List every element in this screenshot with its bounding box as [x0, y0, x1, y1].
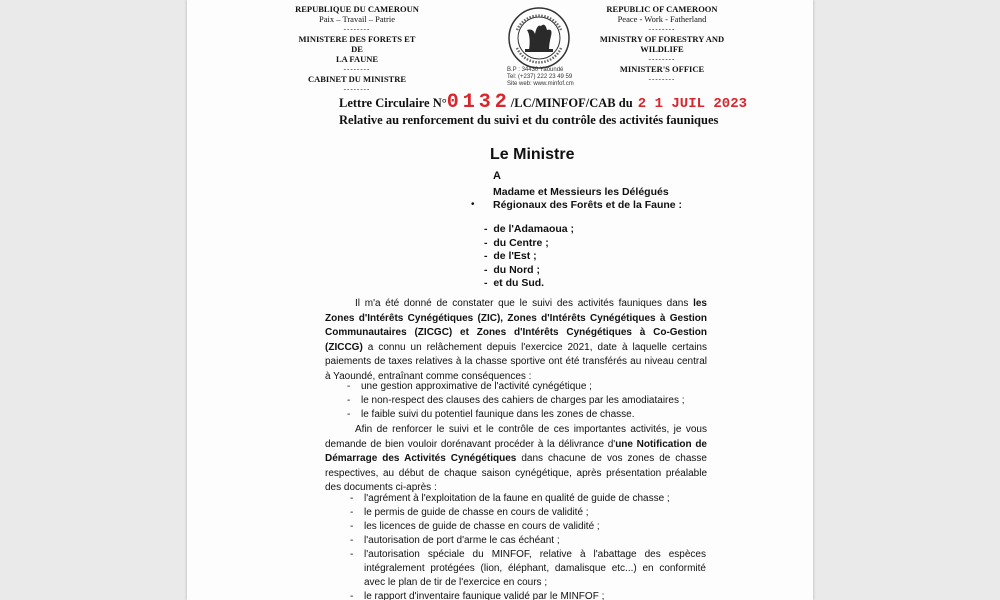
header-right-ministry-line1: MINISTRY OF FORESTRY AND [599, 34, 725, 44]
list-item: - le faible suivi du potentiel faunique dans les zones de chasse. [347, 409, 635, 420]
ministry-emblem-icon [507, 6, 571, 70]
document-page [187, 0, 813, 600]
regions-list [484, 223, 574, 291]
region-item: - et du Sud. [484, 277, 545, 289]
header-right-separator: -------- [648, 25, 676, 33]
header-right-country: REPUBLIC OF CAMEROON [606, 4, 718, 14]
list-item: - le permis de guide de chasse en cours de validité ; [350, 507, 589, 518]
list-item: - une gestion approximative de l'activité cynégétique ; [347, 381, 592, 392]
recipient-line-1: Madame et Messieurs les Délégués [493, 186, 669, 198]
region-item: - du Centre ; [484, 236, 549, 249]
recipient-bullet: • [471, 199, 475, 210]
region-item: - de l'Adamaoua ; [484, 223, 575, 235]
list-item: - l'agrément à l'exploitation de la faune en qualité de guide de chasse ; [350, 493, 670, 504]
region-item: - de l'Est ; [484, 250, 537, 262]
consequences-list [347, 380, 717, 422]
reference-line [339, 91, 747, 114]
header-left-ministry-line2: LA FAUNE [335, 54, 379, 64]
reference-number-stamp: 0132 [446, 91, 511, 114]
paragraph-2: Afin de renforcer le suivi et le contrôle de ces importantes activités, je vous demande de bien vouloir dorénavant procéder à la délivrance d'une Notification de Démarrage des Activités Cynégétiques dans chacune de vos zones de chasse respectives, au début de chaque saison cynégétique, après présentation préalable des documents ci-après : [325, 424, 707, 493]
header-left [292, 4, 422, 94]
paragraph-1: Il m'a été donné de constater que le suivi des activités fauniques dans les Zones d'Intérêts Cynégétiques (ZIC), Zones d'Intérêts Cynégétiques à Gestion Communautaires (ZICGC) et Zones d'Intérêts Cynégétiques à Co-Gestion (ZICCG) a connu un relâchement depuis l'exercice 2021, date à laquelle certains paiements de taxes relatives à la chasse sportive ont été transférés au niveau central à Yaoundé, entraînant comme conséquences : [325, 298, 707, 382]
sender-title: Le Ministre [490, 146, 575, 163]
list-item: - l'autorisation de port d'arme le cas échéant ; [350, 535, 560, 546]
contact-bp: B.P : 34430 Yaoundé [507, 67, 564, 73]
list-item: - le non-respect des clauses des cahiers de charges par les amodiataires ; [347, 395, 685, 406]
header-left-country: REPUBLIQUE DU CAMEROUN [295, 4, 419, 14]
to-label: A [493, 170, 501, 182]
header-right-office: MINISTER'S OFFICE [619, 64, 705, 74]
list-item: - les licences de guide de chasse en cours de validité ; [350, 521, 600, 532]
list-item: - le rapport d'inventaire faunique validé par le MINFOF ; [350, 591, 605, 600]
paragraph-2-notification: une Notification de Démarrage des Activités Cynégétiques [325, 438, 707, 464]
contact-info [507, 67, 574, 88]
header-left-motto: Paix – Travail – Patrie [318, 14, 396, 24]
reference-date-stamp: 2 1 JUIL 2023 [637, 96, 747, 112]
header-left-office: CABINET DU MINISTRE [307, 74, 407, 84]
header-left-ministry-line1: MINISTERE DES FORETS ET DE [298, 34, 416, 54]
paragraph-1-zones: les Zones d'Intérêts Cynégétiques (ZIC), Zones d'Intérêts Cynégétiques à Gestion Communautaires (ZICGC) et Zones d'Intérêts Cynégétiques à Co-Gestion (ZICCG) [325, 298, 707, 353]
reference-suffix: /LC/MINFOF/CAB du [510, 96, 633, 110]
reference-subject: Relative au renforcement du suivi et du contrôle des activités fauniques [339, 113, 719, 127]
reference-prefix: Lettre Circulaire N° [339, 96, 447, 110]
recipient-line-2: Régionaux des Forêts et de la Faune : [493, 199, 683, 211]
header-right-ministry-line2: WILDLIFE [640, 44, 684, 54]
header-left-separator-3: -------- [343, 85, 371, 93]
header-right-separator-2: -------- [648, 55, 676, 63]
contact-phone: Tel: (+237) 222 23 49 59 [507, 74, 573, 80]
header-right [592, 4, 732, 84]
documents-list [350, 492, 706, 600]
header-left-separator: -------- [343, 25, 371, 33]
region-item: - du Nord ; [484, 263, 540, 276]
header-right-motto: Peace - Work - Fatherland [617, 14, 707, 24]
header-left-separator-2: -------- [343, 65, 371, 73]
header-right-separator-3: -------- [648, 75, 676, 83]
list-item: - l'autorisation spéciale du MINFOF, relative à l'abattage des espèces intégralement protégées (lion, éléphant, damalisque etc...) en conformité avec le plan de tir de l'exercice en cours ; [350, 549, 706, 588]
contact-website: Site web: www.minfof.cm [507, 81, 574, 87]
